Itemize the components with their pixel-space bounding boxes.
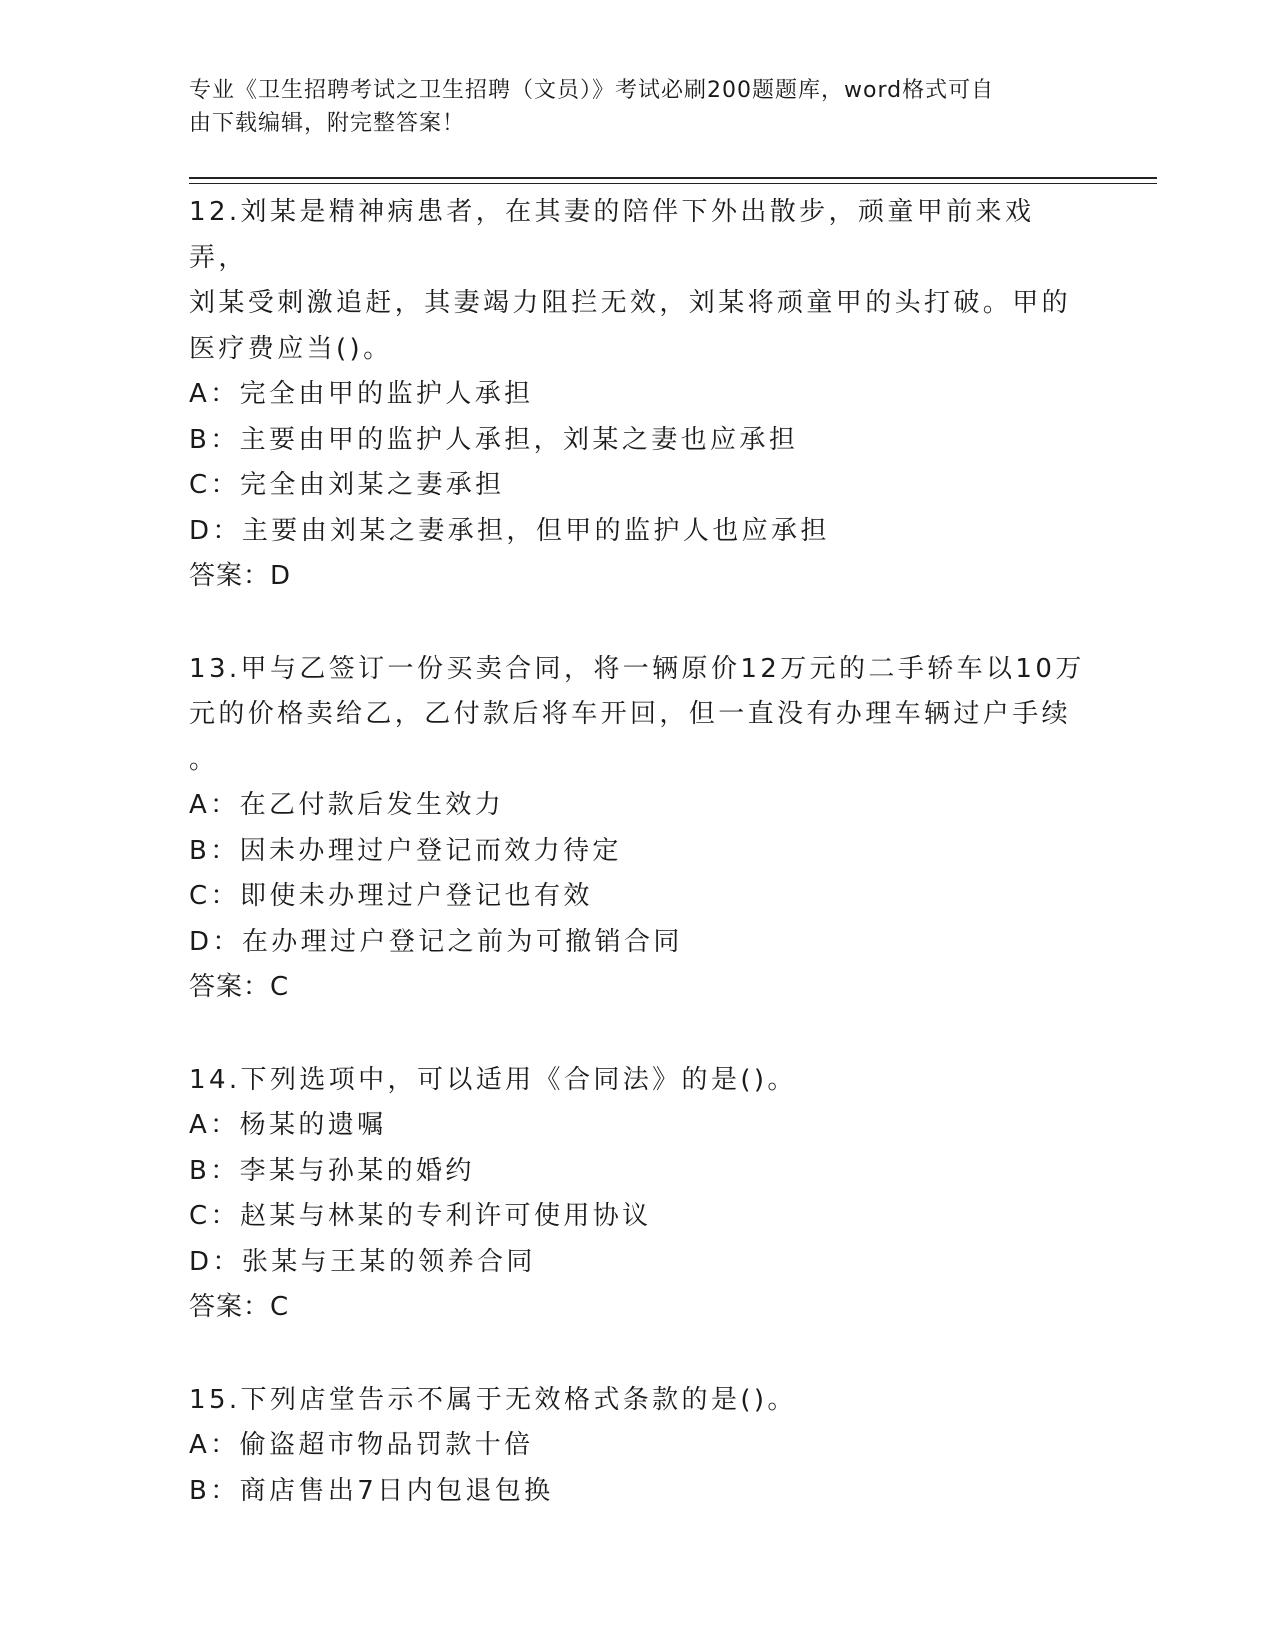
- option-a: A：杨某的遗嘱: [189, 1110, 387, 1140]
- option-a: A：偷盗超市物品罚款十倍: [189, 1430, 534, 1460]
- option-d: D：在办理过户登记之前为可撤销合同: [189, 926, 683, 957]
- option-b: B：商店售出7日内包退包换: [189, 1475, 554, 1506]
- question-stem-line: 13.甲与乙签订一份买卖合同，将一辆原价12万元的二手轿车以10万: [189, 653, 1085, 684]
- header-divider-thin: [189, 183, 1157, 184]
- answer-line: 答案：D: [189, 561, 292, 591]
- option-b: B：李某与孙某的婚约: [189, 1155, 475, 1186]
- answer-line: 答案：C: [189, 972, 290, 1002]
- question-spacer: [189, 1331, 1089, 1378]
- option-a: A：在乙付款后发生效力: [189, 790, 505, 820]
- option-c: C：完全由刘某之妻承担: [189, 470, 505, 500]
- question-stem-line: 医疗费应当()。: [189, 333, 393, 364]
- question-list: [189, 190, 1089, 1514]
- question-stem-line: 。: [189, 744, 219, 775]
- option-c: C：即使未办理过户登记也有效: [189, 881, 593, 911]
- question-stem-line: 15.下列店堂告示不属于无效格式条款的是()。: [189, 1384, 797, 1415]
- option-d: D：主要由刘某之妻承担，但甲的监护人也应承担: [189, 515, 830, 546]
- question-spacer: [189, 1011, 1089, 1058]
- option-a: A：完全由甲的监护人承担: [189, 379, 534, 409]
- header-divider-thick: [189, 177, 1157, 179]
- option-c: C：赵某与林某的专利许可使用协议: [189, 1201, 652, 1231]
- question-15: [189, 1378, 1089, 1515]
- header-line-2: 由下载编辑，附完整答案！: [189, 111, 466, 136]
- answer-line: 答案：C: [189, 1292, 290, 1322]
- option-b: B：主要由甲的监护人承担，刘某之妻也应承担: [189, 424, 799, 455]
- question-14: [189, 1058, 1089, 1331]
- question-12: [189, 190, 1089, 600]
- question-stem-line: 14.下列选项中，可以适用《合同法》的是()。: [189, 1064, 797, 1095]
- option-d: D：张某与王某的领养合同: [189, 1246, 536, 1277]
- question-stem-line: 12.刘某是精神病患者，在其妻的陪伴下外出散步，顽童甲前来戏弄，: [189, 197, 1035, 273]
- document-header: [189, 74, 1069, 140]
- option-b: B：因未办理过户登记而效力待定: [189, 835, 622, 866]
- question-stem-line: 刘某受刺激追赶，其妻竭力阻拦无效，刘某将顽童甲的头打破。甲的: [189, 288, 1072, 318]
- header-line-1: 专业《卫生招聘考试之卫生招聘（文员）》考试必刷200题题库，word格式可自: [189, 78, 995, 103]
- question-spacer: [189, 600, 1089, 647]
- question-stem-line: 元的价格卖给乙，乙付款后将车开回，但一直没有办理车辆过户手续: [189, 699, 1072, 729]
- question-13: [189, 647, 1089, 1011]
